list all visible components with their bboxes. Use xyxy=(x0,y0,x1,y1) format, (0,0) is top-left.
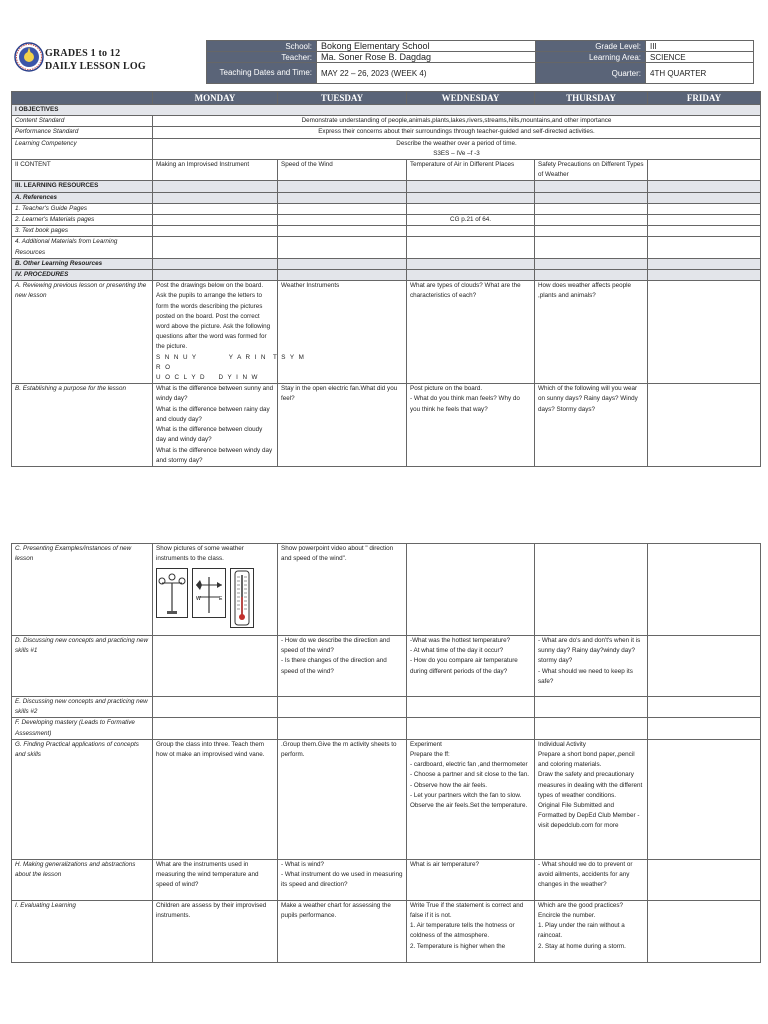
content-tuesday: Speed of the Wind xyxy=(278,160,407,181)
procedure-g-label: G. Finding Practical applications of concepts and skills xyxy=(12,739,153,859)
competency-label: Learning Competency xyxy=(12,138,153,159)
procedure-i-wednesday: Write True if the statement is correct and false if it is not. 1. Air temperature tells the hotness or coldness of the atmosphere. 2. Temperature is higher when the xyxy=(407,900,535,962)
content-standard-label: Content Standard xyxy=(12,116,153,127)
log-title-grades: GRADES 1 to 12 xyxy=(45,48,121,59)
procedure-a-label: A. Reviewing previous lesson or presenting the new lesson xyxy=(12,281,153,384)
procedure-g-monday: Group the class into three. Teach them how ot make an improvised wind vane. xyxy=(153,739,278,859)
learners-materials-wednesday: CG p.21 of 64. xyxy=(407,215,535,226)
grade-label: Grade Level: xyxy=(536,41,646,52)
performance-standard-value: Express their concerns about their surroundings through teacher-guided and self-directed activities. xyxy=(153,127,761,138)
content-label: II CONTENT xyxy=(12,160,153,181)
competency-code: S3ES – IVe –f -3 xyxy=(433,149,480,157)
scrambled-word-2: R O xyxy=(156,363,172,371)
procedure-a-friday xyxy=(648,281,761,384)
procedure-d-wednesday: -What was the hottest temperature? - At what time of the day it occur? - How do you compare air temperature during different periods of the day? xyxy=(407,636,535,697)
procedure-a-monday-text: Post the drawings below on the board. Ask the pupils to arrange the letters to form the words describing the pictures posted on the board. Post the correct word above the picture. Ask the following questions after the word was formed for the picture. xyxy=(156,282,271,351)
teacher-label: Teacher: xyxy=(207,52,317,63)
competency-text: Describe the weather over a period of time. xyxy=(396,139,517,147)
procedure-h-tuesday: - What is wind? - What instrument do we used in measuring its speed and direction? xyxy=(278,859,407,900)
objectives-heading: I OBJECTIVES xyxy=(12,105,761,116)
teachers-guide-label: 1. Teacher's Guide Pages xyxy=(12,203,153,214)
procedure-a-thursday: How does weather affects people ,plants and animals? xyxy=(535,281,648,384)
procedure-b-thursday: Which of the following will you wear on sunny days? Rainy days? Windy days? Stormy days? xyxy=(535,384,648,467)
content-monday: Making an Improvised Instrument xyxy=(153,160,278,181)
school-value: Bokong Elementary School xyxy=(317,41,536,52)
weather-instrument-pictures xyxy=(156,568,274,628)
scrambled-word-1: S N N U Y Y A R I N T S Y M xyxy=(156,353,306,361)
grade-value: III xyxy=(646,41,754,52)
deped-seal-logo xyxy=(14,42,44,72)
content-wednesday: Temperature of Air in Different Places xyxy=(407,160,535,181)
procedure-h-friday xyxy=(648,859,761,900)
teacher-value: Ma. Soner Rose B. Dagdag xyxy=(317,52,536,63)
lesson-log-table-2 xyxy=(11,543,761,963)
day-header-monday: MONDAY xyxy=(153,92,278,105)
day-header-thursday: THURSDAY xyxy=(535,92,648,105)
quarter-label: Quarter: xyxy=(536,63,646,84)
competency-value xyxy=(153,138,761,159)
textbook-label: 3. Text book pages xyxy=(12,226,153,237)
procedure-b-friday xyxy=(648,384,761,467)
procedure-g-tuesday: .Group them.Give the m activity sheets to perform. xyxy=(278,739,407,859)
content-standard-value: Demonstrate understanding of people,animals,plants,lakes,rivers,streams,hills,mountains,and other importance xyxy=(153,116,761,127)
procedure-h-label: H. Making generalizations and abstractions about the lesson xyxy=(12,859,153,900)
quarter-value: 4TH QUARTER xyxy=(646,63,754,84)
procedure-c-label: C. Presenting Examples/instances of new lesson xyxy=(12,544,153,636)
procedure-h-monday: What are the instruments used in measuring the wind temperature and speed of wind? xyxy=(153,859,278,900)
procedure-b-tuesday: Stay in the open electric fan.What did you feel? xyxy=(278,384,407,467)
content-thursday: Safety Precautions on Different Types of Weather xyxy=(535,160,648,181)
area-value: SCIENCE xyxy=(646,52,754,63)
procedure-h-wednesday: What is air temperature? xyxy=(407,859,535,900)
procedure-i-tuesday: Make a weather chart for assessing the pupils performance. xyxy=(278,900,407,962)
procedures-heading: IV. PROCEDURES xyxy=(12,270,153,281)
references-heading: A. References xyxy=(12,192,153,203)
procedure-a-wednesday: What are types of clouds? What are the characteristics of each? xyxy=(407,281,535,384)
anemometer-picture xyxy=(156,568,188,618)
procedure-g-wednesday: Experiment Prepare the ff: - cardboard, electric fan ,and thermometer - Choose a partner and sit close to the fan. - Observe how the air feels. - Let your partners witch the fan to slow. Observe the air feels.Set the temperature. xyxy=(407,739,535,859)
thermometer-picture xyxy=(230,568,254,628)
learning-resources-heading: III. LEARNING RESOURCES xyxy=(12,181,153,192)
day-header-friday: FRIDAY xyxy=(648,92,761,105)
procedure-d-label: D. Discussing new concepts and practicing new skills #1 xyxy=(12,636,153,697)
procedure-g-friday xyxy=(648,739,761,859)
procedure-c-monday xyxy=(153,544,278,636)
procedure-h-thursday: - What should we do to prevent or avoid ailments, accidents for any changes in the weather? xyxy=(535,859,648,900)
procedure-c-tuesday: Show powerpoint video about " direction and speed of the wind". xyxy=(278,544,407,636)
procedure-f-label: F. Developing mastery (Leads to Formative Assessment) xyxy=(12,718,153,739)
procedure-c-friday xyxy=(648,544,761,636)
log-title xyxy=(45,47,146,73)
learners-materials-label: 2. Learner's Materials pages xyxy=(12,215,153,226)
procedure-d-thursday: - What are do's and don't's when it is sunny day? Rainy day?windy day?stormy day? - What should we need to keep its safe? xyxy=(535,636,648,697)
header-info-table xyxy=(206,40,754,84)
additional-materials-label: 4. Additional Materials from Learning Resources xyxy=(12,237,153,258)
procedure-d-tuesday: - How do we describe the direction and speed of the wind? - Is there changes of the direction and speed of the wind? xyxy=(278,636,407,697)
log-title-dll: DAILY LESSON LOG xyxy=(45,61,146,72)
scrambled-word-3: U O C L Y D D Y I N W xyxy=(156,374,259,382)
lesson-log-table-1 xyxy=(11,91,761,467)
procedure-i-friday xyxy=(648,900,761,962)
wind-vane-picture xyxy=(192,568,226,618)
procedure-b-monday: What is the difference between sunny and windy day? What is the difference between rainy day and cloudy day? What is the difference between cloudy day and windy day? What is the difference between windy day and stormy day? xyxy=(153,384,278,467)
svg-text:W: W xyxy=(196,596,201,603)
school-label: School: xyxy=(207,41,317,52)
dates-label: Teaching Dates and Time: xyxy=(207,63,317,84)
content-friday xyxy=(648,160,761,181)
day-header-tuesday: TUESDAY xyxy=(278,92,407,105)
day-header-wednesday: WEDNESDAY xyxy=(407,92,535,105)
procedure-a-tuesday: Weather Instruments xyxy=(278,281,407,384)
procedure-d-monday xyxy=(153,636,278,697)
procedure-c-wednesday xyxy=(407,544,535,636)
procedure-g-thursday: Individual Activity Prepare a short bond paper,,pencil and coloring materials. Draw the safety and precautionary measures in dealing with the different types of weather conditions. Original File Submitted and Formatted by DepEd Club Member - visit depedclub.com for more xyxy=(535,739,648,859)
procedure-a-monday xyxy=(153,281,306,384)
procedure-c-monday-text: Show pictures of some weather instruments to the class. xyxy=(156,545,244,563)
dates-value: MAY 22 – 26, 2023 (WEEK 4) xyxy=(317,63,536,84)
svg-text:E: E xyxy=(219,596,223,603)
procedure-b-label: B. Establishing a purpose for the lesson xyxy=(12,384,153,467)
procedure-i-thursday: Which are the good practices? Encircle the number. 1. Play under the rain without a raincoat. 2. Stay at home during a storm. xyxy=(535,900,648,962)
corner-header xyxy=(12,92,153,105)
procedure-c-thursday xyxy=(535,544,648,636)
other-resources-heading: B. Other Learning Resources xyxy=(12,258,153,269)
procedure-b-wednesday: Post picture on the board. - What do you think man feels? Why do you think he feels that way? xyxy=(407,384,535,467)
area-label: Learning Area: xyxy=(536,52,646,63)
procedure-i-label: I. Evaluating Learning xyxy=(12,900,153,962)
procedure-e-label: E. Discussing new concepts and practicing new skills #2 xyxy=(12,697,153,718)
procedure-i-monday: Children are assess by their improvised instruments. xyxy=(153,900,278,962)
performance-standard-label: Performance Standard xyxy=(12,127,153,138)
procedure-d-friday xyxy=(648,636,761,697)
